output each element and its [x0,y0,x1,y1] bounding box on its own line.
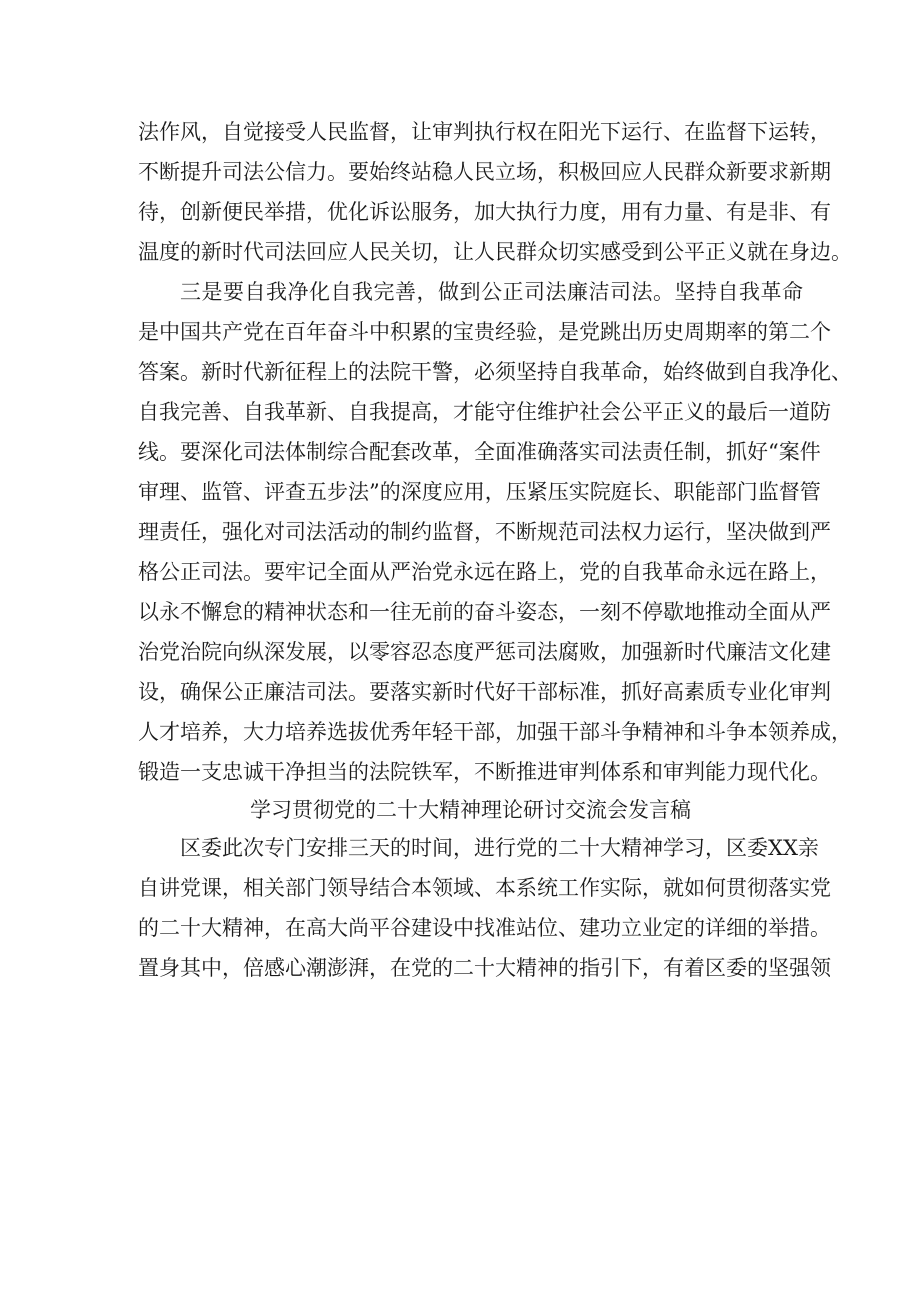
paragraph-self-purification [138,272,852,792]
text-line: 人才培养，大力培养选拔优秀年轻干部，加强干部斗争精神和斗争本领养成， [138,720,852,744]
text-line: 自我完善、自我革新、自我提高，才能守住维护社会公平正义的最后一道防 [138,400,831,424]
text-line: 置身其中，倍感心潮澎湃，在党的二十大精神的指引下，有着区委的坚强领 [138,956,831,980]
text-line: 是中国共产党在百年奋斗中积累的宝贵经验，是党跳出历史周期率的第二个 [138,320,831,344]
text-line: 线。要深化司法体制综合配套改革，全面准确落实司法责任制，抓好“案件 [138,440,821,464]
text-line: 答案。新时代新征程上的法院干警，必须坚持自我革命，始终做到自我净化、 [138,360,852,384]
text-line: 自讲党课，相关部门领导结合本领域、本系统工作实际，就如何贯彻落实党 [138,876,831,900]
text-line: 不断提升司法公信力。要始终站稳人民立场，积极回应人民群众新要求新期 [138,160,831,184]
section-heading: 学习贯彻党的二十大精神理论研讨交流会发言稿 [250,798,691,822]
text-line: 区委此次专门安排三天的时间，进行党的二十大精神学习，区委XX亲 [180,836,819,860]
text-line: 锻造一支忠诚干净担当的法院铁军，不断推进审判体系和审判能力现代化。 [138,760,831,784]
document-body [138,112,852,988]
paragraph-study-session [138,828,831,988]
text-line: 审理、监管、评查五步法”的深度应用，压紧压实院庭长、职能部门监督管 [138,480,821,504]
text-line: 三是要自我净化自我完善，做到公正司法廉洁司法。坚持自我革命 [180,280,803,304]
text-line: 治党治院向纵深发展，以零容忍态度严惩司法腐败，加强新时代廉洁文化建 [138,640,831,664]
text-line: 法作风，自觉接受人民监督，让审判执行权在阳光下运行、在监督下运转， [138,120,831,144]
text-line: 温度的新时代司法回应人民关切，让人民群众切实感受到公平正义就在身边。 [138,240,852,264]
text-line: 设，确保公正廉洁司法。要落实新时代好干部标准，抓好高素质专业化审判 [138,680,831,704]
text-line: 以永不懈怠的精神状态和一往无前的奋斗姿态，一刻不停歇地推动全面从严 [138,600,831,624]
text-line: 理责任，强化对司法活动的制约监督，不断规范司法权力运行，坚决做到严 [138,520,831,544]
text-line: 的二十大精神，在高大尚平谷建设中找准站位、建功立业定的详细的举措。 [138,916,831,940]
paragraph-court-integrity-end [138,112,852,272]
text-line: 格公正司法。要牢记全面从严治党永远在路上，党的自我革命永远在路上， [138,560,831,584]
text-line: 待，创新便民举措，优化诉讼服务，加大执行力度，用有力量、有是非、有 [138,200,831,224]
